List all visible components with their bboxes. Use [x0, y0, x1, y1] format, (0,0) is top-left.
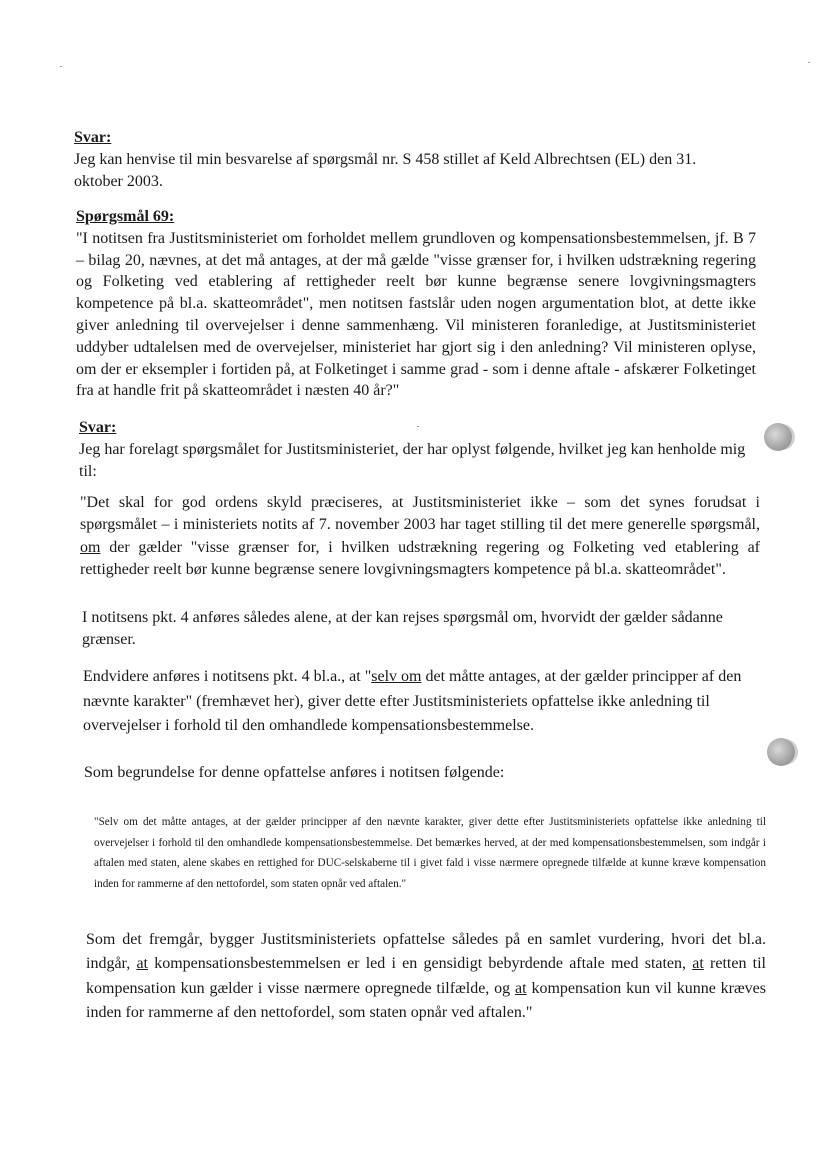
answer-intro: Jeg har forelagt spørgsmålet for Justitsministeriet, der har oplyst følgende, hvilket jeg kan henholde mig til:: [79, 441, 746, 480]
emphasis-at: at: [515, 979, 527, 997]
emphasis-at: at: [136, 955, 148, 973]
answer-text-line-1: Jeg kan henvise til min besvarelse af spørgsmål nr. S 458 stillet af Keld Albrechtsen (EL) den 31.: [74, 151, 697, 168]
answer-heading: Svar:: [74, 129, 112, 146]
scan-speck: [808, 62, 810, 63]
ministry-statement-p2: I notitsens pkt. 4 anføres således alene, at der kan rejses spørgsmål om, hvorvidt der gælder sådanne grænser.: [82, 609, 723, 648]
question-69-section: [76, 206, 756, 402]
punch-hole-mark: [767, 738, 795, 766]
emphasis-om: om: [80, 538, 101, 556]
quoted-notice: "Selv om det måtte antages, at der gælder principper af den nævnte karakter, giver dette efter Justitsministeriets opfattelse ikke anledning til overvejelser i forhold til den omhandlede kompensationsbestemmelse. Det bemærkes herved, at der med kompensationsbestemmelsen, som indgår i aftalen med staten, alene skabes en rettighed for DUC-selskaberne til i givet fald i visse nærmere opregnede tilfælde at kunne kræve kompensation inden for rammerne af den nettofordel, som staten opnår ved aftalen.": [94, 816, 766, 890]
answer-section-1: [74, 127, 764, 193]
scan-speck: [60, 66, 62, 67]
answer-text-line-2: oktober 2003.: [74, 173, 163, 190]
emphasis-at: at: [692, 955, 704, 973]
ministry-statement-p5: Som det fremgår, bygger Justitsministeriets opfattelse således på en samlet vurdering, hvori det bl.a. indgår, at kompensationsbestemmelsen er led i en gensidigt bebyrdende aftale med staten, at retten til kompensation kun gælder i visse nærmere opregnede tilfælde, og at kompensation kun vil kunne kræves inden for rammerne af den nettofordel, som staten opnår ved aftalen.": [86, 931, 767, 1021]
question-text: "I notitsen fra Justitsministeriet om forholdet mellem grundloven og kompensationsbestemmelsen, jf. B 7 – bilag 20, nævnes, at det må antages, at der må gælde "visse grænser for, i hvilken udstrækning regering og Folketing ved etablering af rettigheder reelt bør kunne begrænse senere lovgivningsmagters kompetence på bl.a. skatteområdet", men notitsen fastslår uden nogen argumentation blot, at dette ikke giver anledning til overvejelser i denne sammenhæng. Vil ministeren foranledige, at Justitsministeriet uddyber udtalelsen med de overvejelser, ministeriet har gjort sig i den anledning? Vil ministeren oplyse, om der er eksempler i fortiden på, at Folketinget i samme grad - som i denne aftale - afskærer Folketinget fra at handle frit på skatteområdet i næsten 40 år?": [76, 229, 756, 400]
punch-hole-mark: [764, 423, 792, 451]
ministry-statement-p3: Endvidere anføres i notitsens pkt. 4 bl.a., at "selv om det måtte antages, at der gælder principper af den nævnte karakter" (fremhævet her), giver dette efter Justitsministeriets opfattelse ikke anledning til overvejelser i forhold til den omhandlede kompensationsbestemmelse.: [83, 668, 742, 734]
question-heading: Spørgsmål 69:: [76, 208, 175, 225]
scan-speck: [417, 426, 419, 427]
ministry-statement-p4: Som begrundelse for denne opfattelse anføres i notitsen følgende:: [84, 764, 505, 781]
emphasis-selv-om: selv om: [371, 668, 422, 685]
answer-heading: Svar:: [79, 419, 117, 436]
answer-section-2: [79, 417, 759, 483]
ministry-statement-p1: "Det skal for god ordens skyld præciseres, at Justitsministeriet ikke – som det synes forudsat i spørgsmålet – i ministeriets notits af 7. november 2003 har taget stilling til det mere generelle spørgsmål, om der gælder "visse grænser for, i hvilken udstrækning regering og Folketing ved etablering af rettigheder reelt bør kunne begrænse senere lovgivningsmagters kompetence på bl.a. skatteområdet".: [80, 494, 760, 578]
